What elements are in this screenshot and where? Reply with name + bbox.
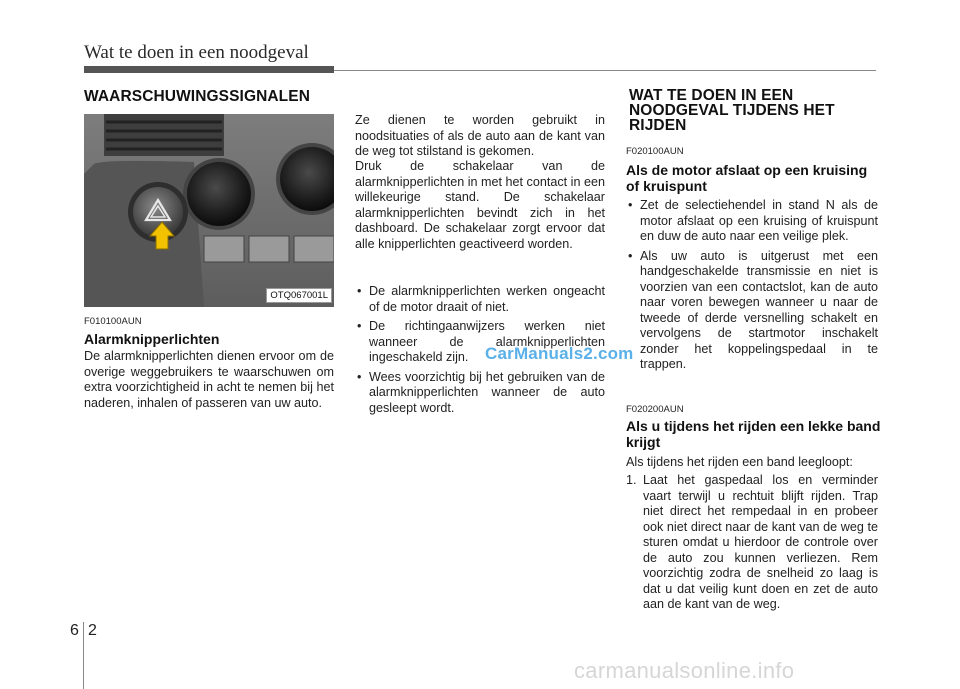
header-accent-bar (84, 66, 334, 73)
list-item: • De richtingaanwijzers werken niet wanneer de alarmknipperlichten ingeschakeld zijn. (355, 319, 605, 366)
watermark-link[interactable]: CarManuals2.com (485, 344, 634, 363)
subheading-hazard-lights: Alarmknipperlichten (84, 331, 220, 347)
paragraph-flat-tire-intro: Als tijdens het rijden een band leegloopt: (626, 455, 853, 469)
section-code: F010100AUN (84, 316, 142, 327)
section-code: F020100AUN (626, 146, 684, 157)
step-text: Laat het gaspedaal los en verminder vaart terwijl u rechtuit blijft rijden. Trap niet direct het rempedaal in en probeer ook niet direct naar de kant van de weg te sturen omdat u hierdoor de controle over de auto zou kunnen verliezen. Rem voorzichtig zodra de snelheid zo laag is dat u dat veilig kunt doen en zet de auto aan de kant van de weg. (643, 473, 878, 611)
section-title-emergency-driving: WAT TE DOEN IN EEN NOODGEVAL TIJDENS HET RIJDEN (629, 87, 835, 134)
hazard-switch-photo (84, 114, 334, 307)
numbered-list-flat-tire (626, 473, 878, 613)
footer-divider (83, 622, 84, 689)
running-header: Wat te doen in een noodgeval (84, 42, 309, 63)
paragraph-usage: Ze dienen te worden gebruikt in noodsituaties of als de auto aan de kant van de weg tot stilstand is gekomen. (355, 113, 605, 158)
bullet-list-engine-stall (626, 198, 878, 377)
list-item: • Als uw auto is uitgerust met een handgeschakelde transmissie en niet is voorzien van een contactslot, kan de auto naar voren bewegen wanneer u naar de tweede of derde versnelling schakelt en vervolgens de startmotor inschakelt zonder het koppelingspedaal in te trappen. (626, 249, 878, 373)
subheading-flat-tire: Als u tijdens het rijden een lekke band krijgt (626, 418, 881, 450)
header-rule (334, 70, 876, 71)
photo-caption-code: OTQ067001L (266, 288, 332, 303)
footer-site-watermark: carmanualsonline.info (574, 658, 795, 683)
list-item (626, 473, 878, 613)
paragraph-hazard-lights: De alarmknipperlichten dienen ervoor om de overige weggebruikers te waarschuwen om extra voorzichtigheid in acht te nemen bij het naderen, inhalen of passeren van uw auto. (84, 349, 334, 410)
page-number: 2 (88, 622, 97, 639)
dashboard-illustration (84, 114, 334, 307)
list-item: • Zet de selectiehendel in stand N als de motor afslaat op een kruising of kruispunt en duw de auto naar een veilige plek. (626, 198, 878, 245)
section-code: F020200AUN (626, 404, 684, 415)
list-item: • De alarmknipperlichten werken ongeacht of de motor draait of niet. (355, 284, 605, 315)
section-title-warning-signals: WAARSCHUWINGSSIGNALEN (84, 88, 310, 105)
paragraph-switch: Druk de schakelaar van de alarmknipperlichten in met het contact in een willekeurige stand. De schakelaar alarmknipperlichten bevindt zich in het dashboard. De schakelaar zorgt ervoor dat alle knipperlichten geactiveerd worden. (355, 159, 605, 251)
step-number: 1. (626, 473, 637, 487)
subheading-engine-stall: Als de motor afslaat op een kruising of kruispunt (626, 162, 868, 194)
chapter-number: 6 (70, 622, 79, 639)
list-item: • Wees voorzichtig bij het gebruiken van de alarmknipperlichten wanneer de auto gesleept wordt. (355, 370, 605, 417)
